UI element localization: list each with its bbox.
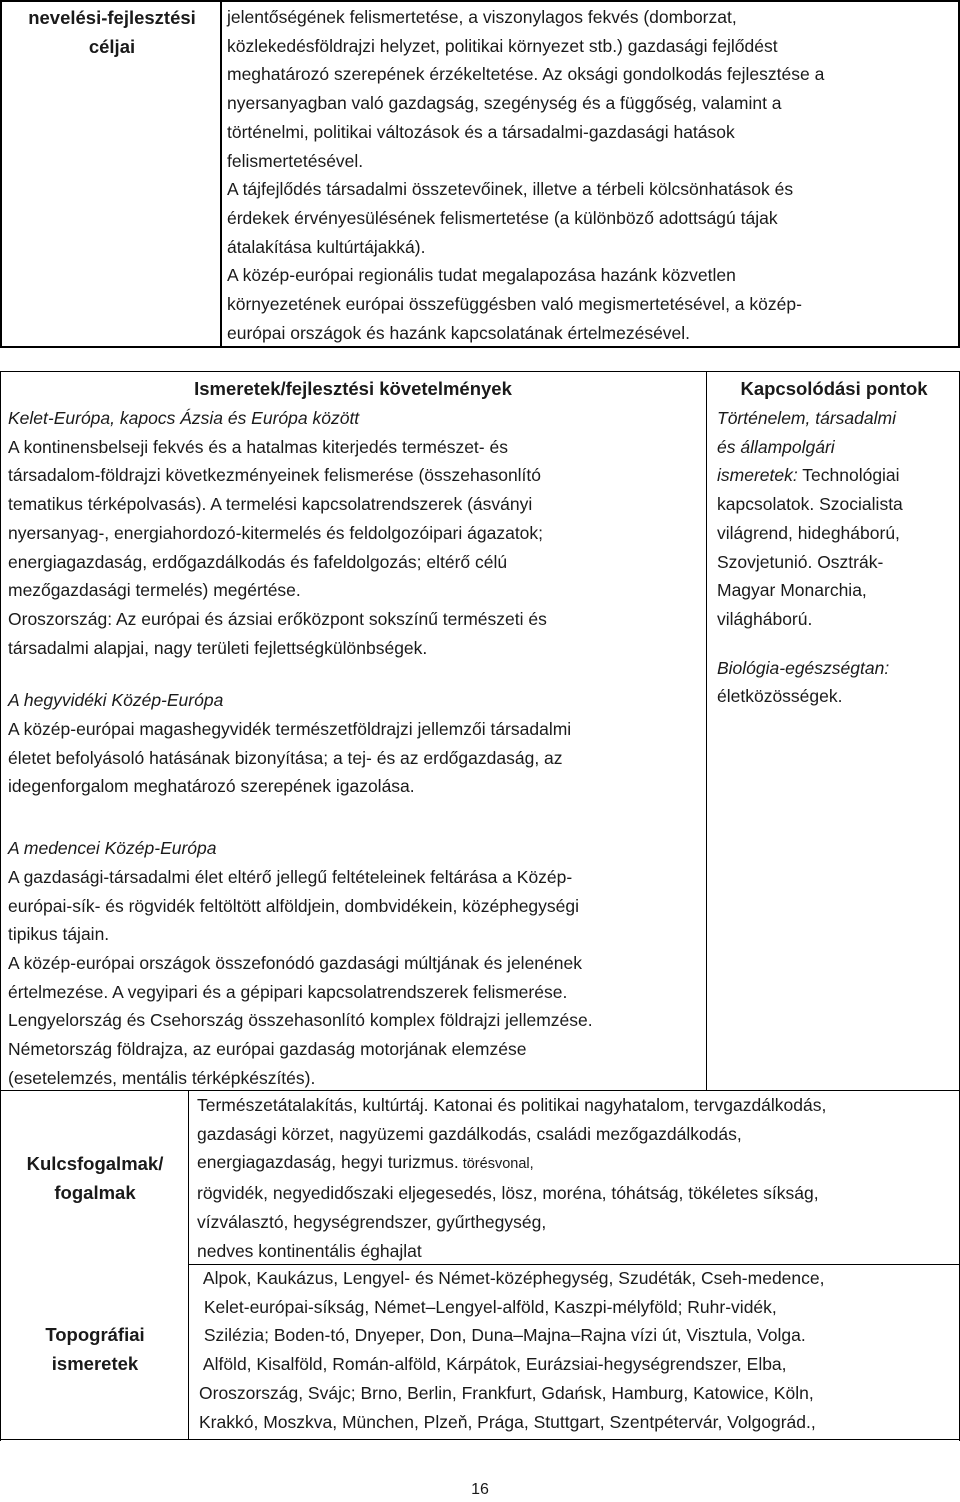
history-text-line: kapcsolatok. Szocialista [717, 494, 903, 515]
topography-label-line: ismeretek [51, 1353, 139, 1374]
bottom-table-label-divider [188, 1090, 189, 1440]
goals-text-line: nyersanyagban való gazdagság, szegénység és a függőség, valamint a [227, 93, 782, 114]
connections-content [717, 404, 957, 711]
connections-header: Kapcsolódási pontok [740, 378, 928, 399]
main-table-column-divider [706, 371, 707, 1091]
section-line: A kontinensbelseji fekvés és a hatalmas kiterjedés természet- és [8, 436, 508, 457]
section-line: tipikus tájain. [8, 924, 110, 945]
top-table-divider [220, 0, 222, 348]
topography-label-line: Topográfiai [45, 1324, 145, 1345]
section-line: tematikus térképolvasás). A termelési kapcsolatrendszerek (ásványi [8, 494, 533, 515]
section-line: értelmezése. A vegyipari és a gépipari kapcsolatrendszerek felismerése. [8, 981, 568, 1002]
goals-text-line: európai országok és hazánk kapcsolatának értelmezésével. [227, 322, 691, 343]
section-title: A medencei Közép-Európa [8, 838, 217, 859]
educational-goals-text [227, 3, 955, 347]
educational-goals-label-line: céljai [88, 36, 136, 57]
goals-text-line: A tájfejlődés társadalmi összetevőinek, illetve a térbeli kölcsönhatások és [227, 179, 794, 200]
section-line: Oroszország: Az európai és ázsiai erőközpont sokszínű természeti és [8, 608, 547, 629]
section-line: Németország földrajza, az európai gazdaság motorjának elemzése [8, 1039, 527, 1060]
goals-text-line: közlekedésföldrajzi helyzet, politikai környezet stb.) gazdasági fejlődést [227, 35, 778, 56]
goals-text-line: átalakítása kultúrtájakká). [227, 236, 426, 257]
topography-label [6, 1320, 184, 1378]
key-concepts-line-main: energiagazdaság, hegyi turizmus. [197, 1152, 459, 1173]
key-concepts-line: rögvidék, negyedidőszaki eljegesedés, lösz, moréna, tóhátság, tökéletes síkság, [197, 1183, 819, 1204]
topography-line: Alföld, Kisalföld, Román-alföld, Kárpátok, Eurázsiai-hegységrendszer, Elba, [199, 1354, 787, 1375]
history-label-lead: ismeretek: [717, 465, 798, 486]
section-line: nyersanyag-, energiahordozó-kitermelés és feldolgozóipari ágazatok; [8, 522, 544, 543]
bottom-table-bottom-border [0, 1439, 960, 1440]
biology-label: Biológia-egészségtan: [717, 657, 890, 678]
key-concepts-text [197, 1091, 957, 1265]
goals-text-line: felismertetésével. [227, 150, 364, 171]
educational-goals-label-line: nevelési-fejlesztési [28, 7, 196, 28]
section-line: életet befolyásoló hatásának bizonyítása; a tej- és az erdőgazdaság, az [8, 747, 563, 768]
history-text-line: Szovjetunió. Osztrák- [717, 551, 884, 572]
educational-goals-label [6, 3, 218, 61]
history-text-line: világrend, hidegháború, [717, 522, 900, 543]
section-line: társadalom-földrajzi következményeinek felismerése (összehasonlító [8, 465, 542, 486]
top-table-left-border [0, 0, 2, 348]
key-concepts-line: gazdasági körzet, nagyüzemi gazdálkodás, családi mezőgazdálkodás, [197, 1123, 742, 1144]
goals-text-line: meghatározó szerepének érzékeltetése. Az oksági gondolkodás fejlesztése a [227, 64, 825, 85]
requirements-header: Ismeretek/fejlesztési követelmények [194, 378, 512, 399]
topography-line: Alpok, Kaukázus, Lengyel- és Német-középhegység, Szudéták, Cseh-medence, [199, 1268, 825, 1288]
main-table-left-border [0, 371, 1, 1441]
history-mixed-line [717, 461, 957, 490]
section-line: A közép-európai magashegyvidék természetföldrajzi jellemzői társadalmi [8, 719, 572, 740]
topography-line: Oroszország, Svájc; Brno, Berlin, Frankfurt, Gdańsk, Hamburg, Katowice, Köln, [199, 1382, 814, 1403]
history-label-line: és állampolgári [717, 436, 835, 457]
section-line: (esetelemzés, mentális térképkészítés). [8, 1067, 316, 1088]
biology-text: életközösségek. [717, 686, 843, 707]
main-table-top-border [0, 371, 960, 372]
section-line: társadalmi alapjai, nagy területi fejlettségkülönbségek. [8, 637, 428, 658]
section-line: mezőgazdasági termelés) megértése. [8, 580, 301, 601]
topography-line: Szilézia; Boden-tó, Dnyeper, Don, Duna–Majna–Rajna vízi út, Visztula, Volga. [199, 1325, 806, 1346]
page-number: 16 [471, 1481, 489, 1498]
topography-line: Krakkó, Moszkva, München, Plzeň, Prága, Stuttgart, Szentpétervár, Volgográd., [199, 1411, 816, 1432]
key-concepts-label-line: fogalmak [54, 1182, 136, 1203]
section-line: Lengyelország és Csehország összehasonlító komplex földrajzi jellemzése. [8, 1010, 593, 1031]
section-title: A hegyvidéki Közép-Európa [8, 690, 224, 711]
section-line: energiagazdaság, erdőgazdálkodás és fafeldolgozás; eltérő célú [8, 551, 508, 572]
key-concepts-label-line: Kulcsfogalmak/ [26, 1153, 164, 1174]
key-concepts-line-small: törésvonal, [458, 1156, 534, 1173]
goals-text-line: történelmi, politikai változások és a társadalmi-gazdasági hatások [227, 121, 735, 142]
top-table-top-border [0, 0, 960, 2]
goals-text-line: jelentőségének felismertetése, a viszonylagos fekvés (domborzat, [227, 7, 737, 27]
history-text-line: világháború. [717, 608, 813, 629]
key-concepts-line: Természetátalakítás, kultúrtáj. Katonai és politikai nagyhatalom, tervgazdálkodás, [197, 1095, 827, 1115]
history-label-line: Történelem, társadalmi [717, 408, 896, 428]
requirements-content [8, 404, 703, 1092]
key-concepts-line: nedves kontinentális éghajlat [197, 1240, 422, 1261]
section-line: A gazdasági-társadalmi élet eltérő jellegű feltételeinek feltárása a Közép- [8, 866, 573, 887]
section-line: európai-sík- és rögvidék feltöltött alföldjein, dombvidékein, középhegységi [8, 895, 580, 916]
topography-text [199, 1264, 959, 1436]
section-line: idegenforgalom meghatározó szerepének igazolása. [8, 776, 415, 797]
key-concepts-line [197, 1148, 957, 1179]
goals-text-line: érdekek érvényesülésének felismertetése (a különböző adottságú tájak [227, 207, 778, 228]
key-concepts-label [6, 1149, 184, 1207]
key-concepts-line: vízválasztó, hegységrendszer, gyűrthegység, [197, 1211, 547, 1232]
goals-text-line: környezetének európai összefüggésben való megismertetésével, a közép- [227, 294, 802, 315]
section-title: Kelet-Európa, kapocs Ázsia és Európa között [8, 408, 360, 428]
section-line: A közép-európai országok összefonódó gazdasági múltjának és jelenének [8, 952, 582, 973]
goals-text-line: A közép-európai regionális tudat megalapozása hazánk közvetlen [227, 265, 736, 286]
topography-line: Kelet-európai-síkság, Német–Lengyel-alföld, Kaszpi-mélyföld; Ruhr-vidék, [199, 1296, 777, 1317]
history-text-line: Magyar Monarchia, [717, 580, 867, 601]
history-text-start: Technológiai [797, 465, 900, 486]
